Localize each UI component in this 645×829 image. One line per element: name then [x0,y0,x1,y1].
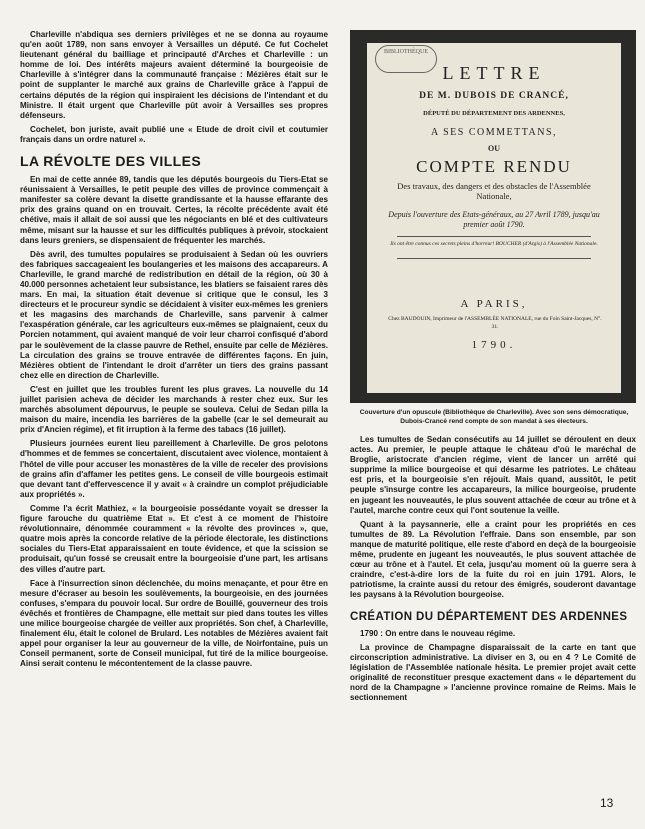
section1-paragraph-6: Face à l'insurrection sinon déclenchée, du moins menaçante, et pour être en mesure d'écraser au besoin les soulèvements, la bourgeoisie, en des journées confuses, s'empara du pouvoir local. Sur ordre de Bouillé, gouverneur des trois évêchés et frontières de Champagne, elle mettait sur pied dans toutes les villes une milice bourgeoise chargée de veiller aux propriétés. Son chef, à Charleville, finalement élu, était le colonel de Brulard. Les notables de Mézières avaient fait appel pour organiser la leur au gouverneur de la ville, de Noirfontaine, puis un Conseil permanent, sorte de Conseil municipal, fut tiré de la milice bourgeoise. Ainsi serait contenu le mécontentement de la classe pauvre. [20,578,328,669]
title-page [367,43,621,393]
doc-ou: OU [488,144,500,153]
right-paragraph-1: Les tumultes de Sedan consécutifs au 14 juillet se déroulent en deux actes. Au premier, le peuple attaque le château d'où le maréchal de Broglie, aristocrate d'ancien régime, vient de lancer un arrêté qui supprime la milice bourgeoise et qui désarme les patriotes. Le château est pris, et la bourgeoisie s'en réjouit. Mais quand, aussitôt, le petit peuple s'insurge contre les accapareurs, la milice bourgeoise, prudente en jugeant les nouveautés, le plus souvent attachée de cœur au trône et à l'autel, marche contre ceux qui l'ont soutenue la veille. [350,435,636,515]
section1-paragraph-1: En mai de cette année 89, tandis que les députés bourgeois du Tiers-Etat se réunissaient à Versailles, le petit peuple des villes de province commençait à manifester sa colère devant la disette grandissante et la hausse effarante des prix des grains quand on en trouvait. Certes, la récolte précédente avait été chétive, mais il allait de soi aussi que les négociants en blé et des cultivateurs même, misant sur la hausse et sur les difficultés publiques à prévoir, stockaient dans leurs greniers, se dispensaient de fréquenter les marchés. [20,175,328,245]
section1-paragraph-3: C'est en juillet que les troubles furent les plus graves. La nouvelle du 14 juillet parisien acheva de décider les marchands à rester chez eux. Sur les marchés absolument dépourvus, le peuple se souleva. Celui de Sedan pilla la maison du maire, incendia les barrières de la gabelle (car le sel demeurait au prix d'Ancien régime), et fit irruption à la ferme des tabacs (16 juillet). [20,384,328,435]
section-heading-revolte: LA RÉVOLTE DES VILLES [20,153,202,170]
doc-compte-rendu: COMPTE RENDU [416,157,572,176]
doc-commettans: A SES COMMETTANS, [430,127,558,138]
right-column [350,435,636,707]
section1-paragraph-2: Dès avril, des tumultes populaires se produisaient à Sedan où les ouvriers des fabriques saccageaient les boulangeries et les maisons des accapareurs. A Charleville, le grand marché de redistribution en détail de la région, où 30 à 40.000 personnes achetaient leur subsistance, les blatiers se faisaient rares dès mars. En mai, la situation était devenue si critique que le consul, les 3 directeurs et le procureur syndic se décidaient à visiter eux-mêmes les greniers et les magasins des marchands de Charleville, sans parvenir à calmer l'exaspération générale, car les agriculteurs eux-mêmes se plaignaient, ceux du Porcien notamment, qui avaient manqué de voir leur charroi confisqué d'abord par le soulèvement de la classe pauvre de Rethel, ensuite par celle de Mézières. La circulation des grains se trouve entravée de différentes façons. En juin, Mézières obtient de l'intendant le droit d'arrêter un tiers des grains passant chez elle en direction de Charleville. [20,249,328,380]
document-photo [350,30,636,403]
intro-paragraph-2: Cochelet, bon juriste, avait publié une « Etude de droit civil et coutumier français dans un ordre naturel ». [20,124,328,144]
doc-place: A PARIS, [460,298,528,310]
doc-depute: DÉPUTÉ DU DÉPARTEMENT DES ARDENNES, [423,110,565,117]
figure-caption: Couverture d'un opuscule (Bibliothèque de Charleville). Avec son sens démocratique, Dubois-Crancé rend compte de son mandat à ses électeurs. [359,409,629,425]
intro-paragraph-1: Charleville n'abdiqua ses derniers privilèges et ne se donna au royaume qu'en août 1789, non sans envoyer à Versailles un député. Ce fut Cochelet lieutenant général du bailliage et principauté d'Arches et Charleville : un homme de loi. Des intérêts majeurs avaient déterminé la bourgeoisie de Charleville à s'intégrer dans la communauté française : Mézières était sur le point de supplanter le marché aux grains de Charleville grâce à l'appui de certains députés de la région qui inspiraient les décisions de l'intendant et du Ministre. Il était urgent que Charleville pût avoir à Versailles ses propres défenseurs. [20,30,328,120]
left-column [20,30,328,673]
right-paragraph-4: La province de Champagne disparaissait de la carte en tant que circonscription administrative. La diviser en 3, ou en 4 ? Le Comité de législation de l'Assemblée nationale hésita. Le premier projet avait cette originalité de reconstituer presque exactement dans « le département du nord de la Champagne » l'ancienne province romaine de Reims. Mais le sectionnement [350,642,636,703]
right-paragraph-3: 1790 : On entre dans le nouveau régime. [360,628,516,638]
doc-epigraph: Ils ont être connus ces secrets pleins d'horreur! BOUCHER (d'Argis) à l'Assemblée Nationale. [390,241,598,247]
doc-subtitle: Des travaux, des dangers et des obstacles de l'Assemblée Nationale, [397,181,591,201]
library-stamp: BIBLIOTHÈQUE [375,45,437,73]
right-paragraph-2: Quant à la paysannerie, elle a craint pour les propriétés en ces tumultes de 89. La Révolution l'effraie. Dans son ensemble, par son manque de maturité politique, elle reste d'abord en deçà de la bourgeoisie même, prudente en jugeant les nouveautés, le plus souvent attachée de cœur au trône et à l'autel. Et cela, jusqu'au moment où la guerre sera à craindre, c'est-à-dire lors de la fuite du roi en juin 1791. Alors, le patriotisme, la crainte aussi du retour des émigrés, souderont davantage les paysans à la Révolution bourgeoise. [350,519,636,600]
doc-rule-bottom [397,258,591,259]
doc-title-lettre: LETTRE [442,63,546,83]
doc-author: DE M. DUBOIS DE CRANCÉ, [419,91,569,101]
doc-year: 1790. [471,339,517,351]
doc-printer: Chez BAUDOUIN, Imprimeur de l'ASSEMBLÉE NATIONALE, rue du Foin Saint-Jacques, N°. 31. [388,316,602,330]
section-heading-creation: CRÉATION DU DÉPARTEMENT DES ARDENNES [350,610,628,623]
section1-paragraph-5: Comme l'a écrit Mathiez, « la bourgeoisie possédante voyait se dresser la figure farouche du quatrième Etat ». Et c'est à ce moment de l'histoire révolutionnaire, dénommée couramment « la révolte des provinces », que, quatre mois après la concorde relative de la période électorale, les distinctions sociales du Tiers-Etat apparaissaient en toute évidence, et que la scission se produisait, qu'un fossé se creusait entre la bourgeoisie d'une part, les artisans des villes d'autre part. [20,503,328,574]
doc-rule-top [397,236,591,237]
page-number: 13 [600,796,614,810]
doc-dates: Depuis l'ouverture des Etats-généraux, au 27 Avril 1789, jusqu'au premier août 1790. [388,210,600,229]
section1-paragraph-4: Plusieurs journées eurent lieu pareillement à Charleville. De gros pelotons d'hommes et de femmes se concertaient, discutaient avec violence, montaient à l'hôtel de ville pour accuser les monastères de la ville de receler des provisions de grains afin d'affamer les petites gens. Le conseil de ville bourgeois estimait que devant tant d'effervescence il y avait « à craindre un complot préjudiciable aux propriétés ». [20,439,328,499]
